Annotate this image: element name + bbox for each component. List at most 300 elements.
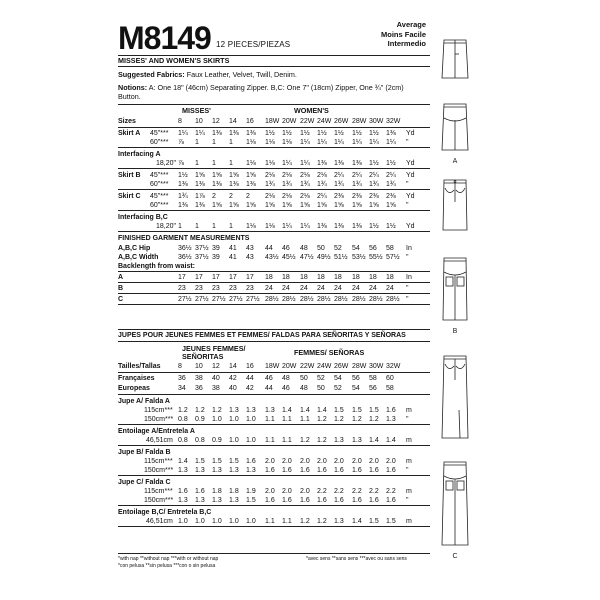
row-unit: " xyxy=(406,467,409,474)
row-value: 1½ xyxy=(265,130,275,137)
row-unit: Yd xyxy=(406,130,415,137)
row-value: 1.2 xyxy=(300,437,310,444)
yardage-row xyxy=(118,159,430,168)
spanish-rule-top xyxy=(118,329,430,330)
row-value: 18 xyxy=(352,274,360,281)
row-value: 1½ xyxy=(369,130,379,137)
row-value: 1.0 xyxy=(178,518,188,525)
row-value: 43 xyxy=(246,254,254,261)
finished-row xyxy=(118,244,430,253)
row-value: 1⅝ xyxy=(282,202,292,209)
row-value: 39 xyxy=(212,245,220,252)
row-value: 1½ xyxy=(300,130,310,137)
difficulty-fr: Moins Facile xyxy=(380,29,426,39)
row-value: 1.5 xyxy=(246,497,256,504)
row-sublabel: 46,51cm xyxy=(146,518,173,525)
size-value: 36 xyxy=(195,385,203,392)
row-value: 2.2 xyxy=(386,488,396,495)
row-unit: In xyxy=(406,274,412,281)
row-value: 1.8 xyxy=(229,488,239,495)
row-value: 2.0 xyxy=(300,488,310,495)
row-value: 1 xyxy=(229,139,233,146)
row-value: 2.2 xyxy=(317,488,327,495)
row-value: 1.3 xyxy=(334,437,344,444)
metrage-label: Entoilage B,C/ Entretela B,C xyxy=(118,509,212,516)
metrage-row xyxy=(118,478,430,487)
row-value: 1.6 xyxy=(282,497,292,504)
row-value: 1.1 xyxy=(282,437,292,444)
row-value: 1 xyxy=(229,223,233,230)
row-value: 2.0 xyxy=(352,458,362,465)
pattern-number: M8149 xyxy=(118,20,211,56)
row-value: 24 xyxy=(265,285,273,292)
row-value: 1⅜ xyxy=(212,130,222,137)
row-sublabel: 150cm*** xyxy=(144,497,174,504)
footnote-fr: *avec sens **sans sens ***avec ou sans sens xyxy=(306,556,407,562)
row-value: 1¼ xyxy=(300,139,310,146)
row-unit: Yd xyxy=(406,193,415,200)
row-value: 1.3 xyxy=(334,518,344,525)
row-value: 1.5 xyxy=(334,407,344,414)
metrage-label: Jupe C/ Falda C xyxy=(118,479,171,486)
row-value: 37½ xyxy=(195,245,209,252)
row-value: 1.2 xyxy=(300,518,310,525)
row-rule xyxy=(118,210,430,211)
row-sublabel: 60"*** xyxy=(150,202,169,209)
footnote-es: *con pelusa **sin pelusa ***con o sin pelusa xyxy=(118,563,216,569)
row-value: 2⅜ xyxy=(334,193,344,200)
senoritas-header: SEÑORITAS xyxy=(182,352,224,361)
row-value: 1¾ xyxy=(334,181,344,188)
row-unit: " xyxy=(406,296,409,303)
size-value: 14 xyxy=(229,118,237,125)
row-value: 23 xyxy=(229,285,237,292)
row-value: 1.2 xyxy=(334,416,344,423)
row-value: 1.6 xyxy=(352,467,362,474)
row-value: 1¼ xyxy=(386,139,396,146)
size-value: 20W xyxy=(282,363,297,370)
row-value: 1.2 xyxy=(317,437,327,444)
row-value: 2¼ xyxy=(352,172,362,179)
notions xyxy=(118,83,430,92)
row-value: 49½ xyxy=(317,254,331,261)
row-value: 1.6 xyxy=(246,458,256,465)
row-unit: m xyxy=(406,488,412,495)
sizes-label: Sizes xyxy=(118,118,136,125)
row-value: 2.0 xyxy=(265,488,275,495)
metrage-row xyxy=(118,436,430,445)
spanish-title: JUPES POUR JEUNES FEMMES ET FEMMES/ FALDAS PARA SEÑORITAS Y SEÑORAS xyxy=(118,332,406,339)
size-value: 24W xyxy=(317,118,332,125)
row-value: 1.5 xyxy=(369,518,379,525)
row-value: 54 xyxy=(352,245,360,252)
row-value: 1.3 xyxy=(352,437,362,444)
size-value: 10 xyxy=(195,118,203,125)
row-value: 28½ xyxy=(282,296,296,303)
pieces-label: 12 PIECES/PIEZAS xyxy=(216,40,291,49)
metrage-row xyxy=(118,415,430,424)
row-value: 1.1 xyxy=(300,416,310,423)
yardage-label: Skirt A xyxy=(118,130,141,137)
row-value: 27½ xyxy=(178,296,192,303)
row-value: 1⅝ xyxy=(195,172,205,179)
row-rule xyxy=(118,168,430,169)
yardage-row xyxy=(118,129,430,138)
row-value: 1.0 xyxy=(212,518,222,525)
metrage-row xyxy=(118,427,430,436)
row-value: 1⅜ xyxy=(212,181,222,188)
femmes-header: FEMMES/ SEÑORAS xyxy=(294,348,365,357)
row-value: 1⅜ xyxy=(386,130,396,137)
row-unit: " xyxy=(406,181,409,188)
row-value: 36½ xyxy=(178,254,192,261)
row-value: 0.8 xyxy=(178,416,188,423)
size-value: 60 xyxy=(386,375,394,382)
row-value: 1.2 xyxy=(317,416,327,423)
europeas-row xyxy=(118,384,430,393)
row-value: 1.1 xyxy=(265,437,275,444)
size-value: 18W xyxy=(265,363,280,370)
metrage-row xyxy=(118,508,430,517)
size-value: 56 xyxy=(369,385,377,392)
size-value: 44 xyxy=(265,385,273,392)
size-value: 58 xyxy=(369,375,377,382)
row-value: 44 xyxy=(265,245,273,252)
row-value: 1⅞ xyxy=(195,193,205,200)
size-value: 52 xyxy=(334,385,342,392)
row-value: 27½ xyxy=(212,296,226,303)
row-unit: Yd xyxy=(406,160,415,167)
size-value: 48 xyxy=(282,375,290,382)
row-value: 1¾ xyxy=(300,181,310,188)
row-value: 1.6 xyxy=(334,467,344,474)
row-value: 1⅜ xyxy=(352,160,362,167)
row-value: 46 xyxy=(282,245,290,252)
size-value: 22W xyxy=(300,118,315,125)
row-value: 18 xyxy=(386,274,394,281)
row-value: 57½ xyxy=(386,254,400,261)
row-value: 1¾ xyxy=(317,181,327,188)
metrage-row xyxy=(118,517,430,526)
row-value: 1.4 xyxy=(282,407,292,414)
row-value: 18 xyxy=(282,274,290,281)
view-label-c: C xyxy=(452,553,458,560)
row-value: 1¼ xyxy=(195,130,205,137)
row-value: 0.9 xyxy=(195,416,205,423)
size-value: 38 xyxy=(195,375,203,382)
row-value: 1.5 xyxy=(212,458,222,465)
size-value: 36 xyxy=(178,375,186,382)
size-value: 26W xyxy=(334,363,349,370)
row-value: 1⅝ xyxy=(246,202,256,209)
row-value: 1¼ xyxy=(317,139,327,146)
row-value: 2.2 xyxy=(352,488,362,495)
metrage-row xyxy=(118,496,430,505)
row-value: 1.6 xyxy=(317,467,327,474)
row-value: 2¼ xyxy=(386,172,396,179)
row-value: 1¾ xyxy=(178,193,188,200)
row-rule xyxy=(118,293,430,294)
size-value: 42 xyxy=(229,375,237,382)
row-value: 2⅛ xyxy=(300,193,310,200)
row-value: 1.0 xyxy=(246,437,256,444)
notions-line-2: Button. xyxy=(118,92,141,101)
row-value: ⅞ xyxy=(178,139,184,146)
finished-label: A,B,C Hip xyxy=(118,245,151,252)
row-value: 2.0 xyxy=(282,458,292,465)
size-value: 56 xyxy=(352,375,360,382)
row-value: 2.0 xyxy=(300,458,310,465)
row-value: 47½ xyxy=(300,254,314,261)
row-value: 1¾ xyxy=(265,181,275,188)
row-value: 56 xyxy=(369,245,377,252)
row-value: 23 xyxy=(195,285,203,292)
row-value: 1⅝ xyxy=(229,172,239,179)
row-value: 1.6 xyxy=(386,497,396,504)
row-value: 1⅛ xyxy=(246,160,256,167)
row-rule xyxy=(118,127,430,128)
row-value: 1.3 xyxy=(229,497,239,504)
row-value: 1⅝ xyxy=(229,202,239,209)
yardage-row xyxy=(118,150,430,159)
tallas-label: Tailles/Tallas xyxy=(118,363,161,370)
size-value: 42 xyxy=(246,385,254,392)
row-value: 1⅝ xyxy=(300,202,310,209)
row-unit: m xyxy=(406,518,412,525)
difficulty-levels xyxy=(362,20,426,49)
size-value: 18W xyxy=(265,118,280,125)
row-rule xyxy=(118,372,430,373)
row-value: 43 xyxy=(246,245,254,252)
view-label-b: B xyxy=(452,328,458,335)
row-value: 2 xyxy=(229,193,233,200)
row-value: 1¾ xyxy=(352,181,362,188)
row-value: 50 xyxy=(317,245,325,252)
row-value: 1⅜ xyxy=(229,130,239,137)
row-value: 1¼ xyxy=(352,139,362,146)
row-value: 36½ xyxy=(178,245,192,252)
row-value: 1.2 xyxy=(195,407,205,414)
row-value: 1⅝ xyxy=(212,202,222,209)
row-value: 1.6 xyxy=(195,488,205,495)
row-value: 1.6 xyxy=(369,467,379,474)
english-title: MISSES' AND WOMEN'S SKIRTS xyxy=(118,56,230,65)
skirt-view-drawings xyxy=(430,30,480,570)
row-value: 1.6 xyxy=(300,497,310,504)
row-value: 1⅝ xyxy=(317,202,327,209)
row-value: 1.6 xyxy=(265,497,275,504)
row-unit: " xyxy=(406,285,409,292)
metrage-label: Entoilage A/Entretela A xyxy=(118,428,195,435)
title-rule xyxy=(118,66,430,67)
row-value: 1⅜ xyxy=(334,160,344,167)
finished-row xyxy=(118,253,430,262)
row-sublabel: 46,51cm xyxy=(146,437,173,444)
row-value: 1⅜ xyxy=(246,181,256,188)
row-value: 2¼ xyxy=(334,172,344,179)
row-value: 2⅜ xyxy=(352,193,362,200)
row-value: 2.0 xyxy=(334,458,344,465)
row-value: 1⅜ xyxy=(317,160,327,167)
europeas-label: Europeas xyxy=(118,385,150,392)
size-value: 8 xyxy=(178,363,182,370)
row-value: 1 xyxy=(195,160,199,167)
size-value: 24W xyxy=(317,363,332,370)
row-value: 17 xyxy=(229,274,237,281)
row-value: 2.0 xyxy=(317,458,327,465)
row-sublabel: 60"*** xyxy=(150,181,169,188)
row-value: 1¼ xyxy=(178,130,188,137)
yardage-label: Skirt C xyxy=(118,193,141,200)
row-value: 1.0 xyxy=(212,416,222,423)
row-value: 2 xyxy=(246,193,250,200)
row-value: 1.6 xyxy=(334,497,344,504)
metrage-row xyxy=(118,457,430,466)
yardage-label: Interfacing B,C xyxy=(118,214,168,221)
row-value: 1¾ xyxy=(282,181,292,188)
row-value: 1.1 xyxy=(282,518,292,525)
row-value: 1⅛ xyxy=(265,223,275,230)
size-value: 38 xyxy=(212,385,220,392)
row-value: 2¼ xyxy=(317,193,327,200)
row-value: 2⅛ xyxy=(282,172,292,179)
row-value: 1 xyxy=(195,223,199,230)
row-value: 2⅜ xyxy=(369,193,379,200)
backlength-title: Backlength from waist: xyxy=(118,263,196,270)
row-rule xyxy=(118,475,430,476)
row-unit: " xyxy=(406,139,409,146)
size-value: 46 xyxy=(282,385,290,392)
size-value: 40 xyxy=(229,385,237,392)
metrage-label: Jupe A/ Falda A xyxy=(118,398,170,405)
view-c-back xyxy=(442,462,468,545)
row-value: 1.4 xyxy=(178,458,188,465)
row-value: 1.2 xyxy=(178,407,188,414)
row-value: 1.6 xyxy=(317,497,327,504)
row-value: 1.8 xyxy=(212,488,222,495)
size-value: 30W xyxy=(369,118,384,125)
row-value: 1⅛ xyxy=(246,223,256,230)
fabrics-label: Suggested Fabrics: xyxy=(118,70,185,79)
size-value: 30W xyxy=(369,363,384,370)
row-unit: Yd xyxy=(406,223,415,230)
metrage-row xyxy=(118,448,430,457)
row-value: 1⅜ xyxy=(229,181,239,188)
row-value: 1⅜ xyxy=(195,202,205,209)
row-value: 1⅜ xyxy=(195,181,205,188)
row-value: 1⅛ xyxy=(282,139,292,146)
row-sublabel: 45"*** xyxy=(150,193,169,200)
row-value: 1.3 xyxy=(246,407,256,414)
row-value: 1¼ xyxy=(282,160,292,167)
row-value: 37½ xyxy=(195,254,209,261)
finished-label: A,B,C Width xyxy=(118,254,159,261)
row-value: 1¼ xyxy=(300,223,310,230)
view-b-back xyxy=(443,258,467,320)
row-value: 24 xyxy=(334,285,342,292)
row-value: 1⅝ xyxy=(386,202,396,209)
row-sublabel: 115cm*** xyxy=(144,488,173,495)
row-value: 1.3 xyxy=(178,467,188,474)
backlength-row xyxy=(118,284,430,293)
row-value: 1.4 xyxy=(300,407,310,414)
row-value: 1¾ xyxy=(386,181,396,188)
row-value: 1.6 xyxy=(282,467,292,474)
row-sublabel: 115cm*** xyxy=(144,407,173,414)
row-value: 24 xyxy=(300,285,308,292)
yardage-label: Skirt B xyxy=(118,172,141,179)
yardage-row xyxy=(118,192,430,201)
size-value: 40 xyxy=(212,375,220,382)
finished-title: FINISHED GARMENT MEASUREMENTS xyxy=(118,235,250,242)
size-value: 12 xyxy=(212,363,220,370)
row-unit: " xyxy=(406,416,409,423)
row-value: 1⅝ xyxy=(265,202,275,209)
row-value: 53½ xyxy=(352,254,366,261)
row-value: 27½ xyxy=(246,296,260,303)
row-unit: " xyxy=(406,254,409,261)
row-value: 52 xyxy=(334,245,342,252)
finished-title-row xyxy=(118,234,430,243)
row-value: 1.5 xyxy=(369,407,379,414)
row-value: 1.3 xyxy=(212,497,222,504)
row-value: 41 xyxy=(229,245,237,252)
row-value: 2⅛ xyxy=(265,172,275,179)
row-value: 1⅝ xyxy=(369,202,379,209)
row-value: 28½ xyxy=(317,296,331,303)
row-value: 2 xyxy=(212,193,216,200)
row-value: 1⅛ xyxy=(246,139,256,146)
francaises-row xyxy=(118,374,430,383)
row-unit: " xyxy=(406,497,409,504)
size-value: 46 xyxy=(265,375,273,382)
row-sublabel: 45"*** xyxy=(150,172,169,179)
row-value: 43½ xyxy=(265,254,279,261)
size-value: 54 xyxy=(334,375,342,382)
row-value: 1¼ xyxy=(369,139,379,146)
row-value: 1.5 xyxy=(386,518,396,525)
row-value: 41 xyxy=(229,254,237,261)
view-a-front xyxy=(442,40,468,78)
row-value: 1⅜ xyxy=(317,223,327,230)
row-value: 1.1 xyxy=(265,416,275,423)
row-sublabel: 60"*** xyxy=(150,139,169,146)
view-a-back xyxy=(442,104,468,150)
row-value: 58 xyxy=(386,245,394,252)
row-value: 1.2 xyxy=(317,518,327,525)
row-unit: m xyxy=(406,437,412,444)
view-c-front xyxy=(442,356,468,438)
row-value: 28½ xyxy=(352,296,366,303)
backlength-label: A xyxy=(118,274,124,281)
row-value: 24 xyxy=(282,285,290,292)
row-value: 17 xyxy=(246,274,254,281)
row-value: 1.9 xyxy=(246,488,256,495)
row-value: 2⅛ xyxy=(317,172,327,179)
row-value: 1.3 xyxy=(246,467,256,474)
row-value: 45½ xyxy=(282,254,296,261)
row-value: 28½ xyxy=(386,296,400,303)
row-value: 1.4 xyxy=(369,437,379,444)
row-value: 48 xyxy=(300,245,308,252)
yardage-label: Interfacing A xyxy=(118,151,161,158)
row-value: 2.2 xyxy=(369,488,379,495)
size-value: 44 xyxy=(246,375,254,382)
row-value: 1.6 xyxy=(369,497,379,504)
size-value: 58 xyxy=(386,385,394,392)
metrage-row xyxy=(118,397,430,406)
row-value: 1¼ xyxy=(334,139,344,146)
